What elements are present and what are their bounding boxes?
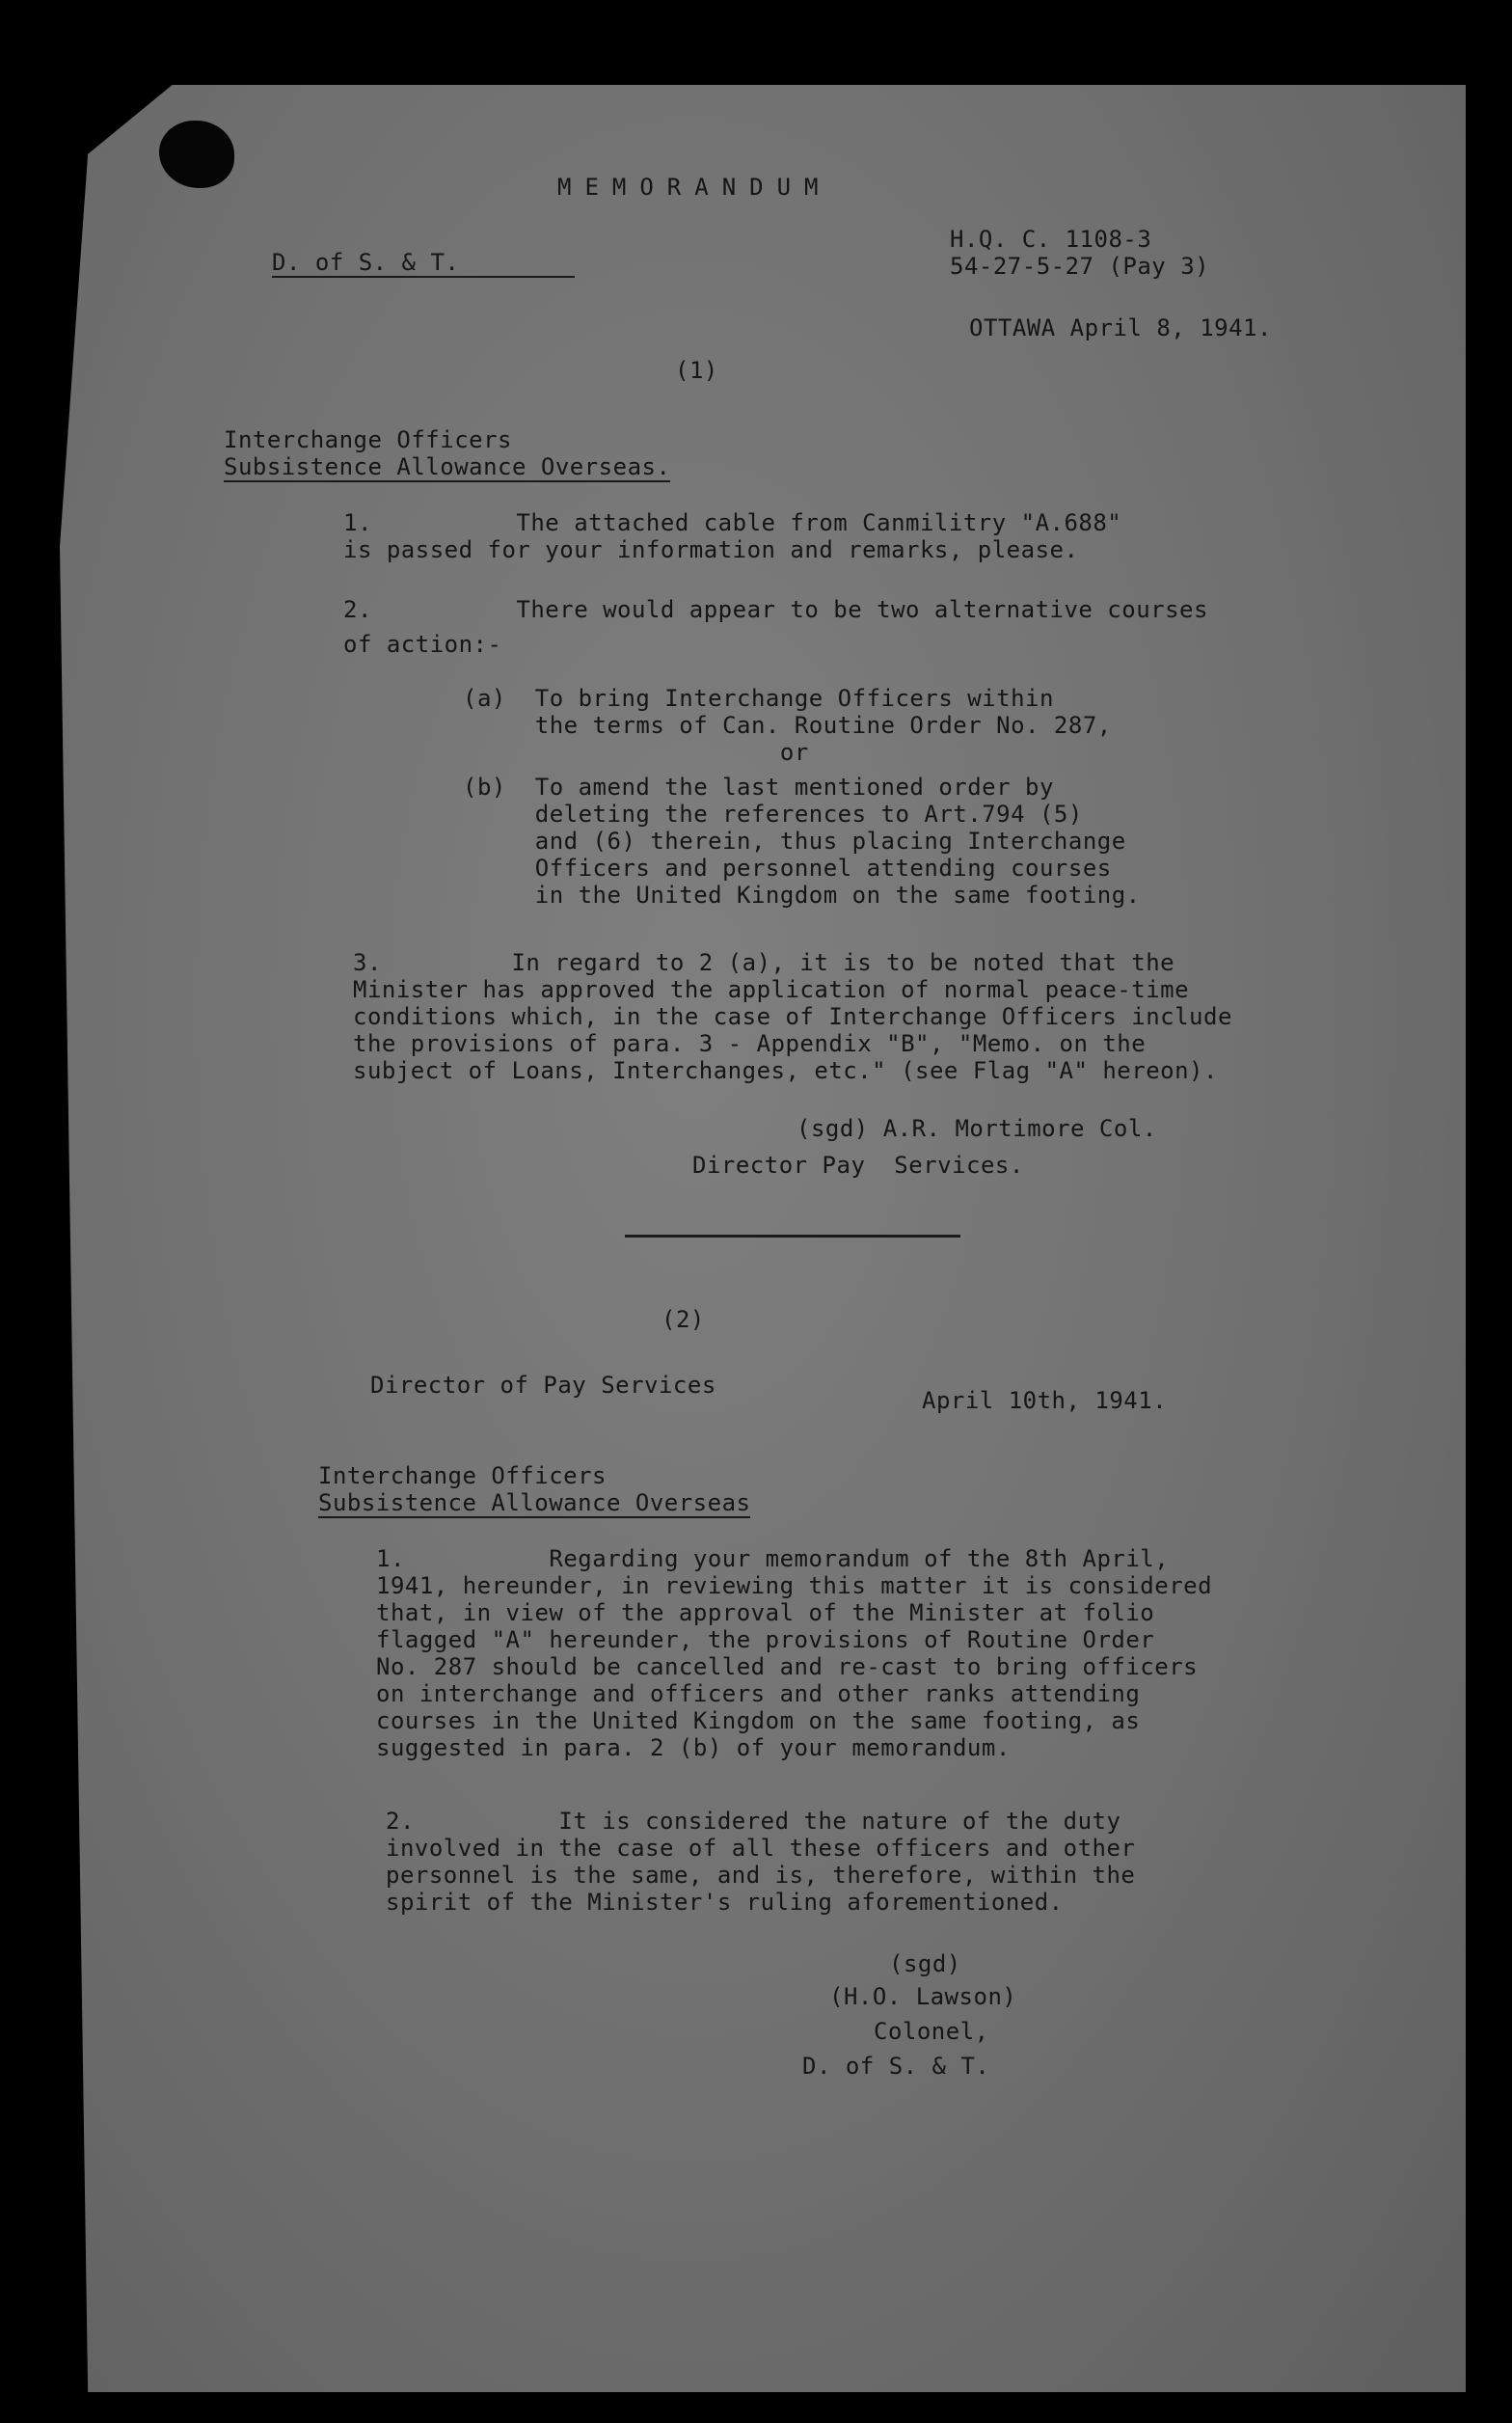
document-title: MEMORANDUM [557, 174, 832, 201]
place-date: OTTAWA April 8, 1941. [969, 314, 1272, 341]
paragraph-line: (a) To bring Interchange Officers within [463, 685, 1054, 712]
paragraph-line: spirit of the Minister's ruling aforementioned. [386, 1889, 1064, 1916]
paragraph-line: 1. Regarding your memorandum of the 8th April, [376, 1545, 1170, 1572]
paragraph-line: on interchange and officers and other ranks attending [376, 1680, 1141, 1707]
paragraph-line: or [463, 739, 809, 766]
signature-title: Director Pay Services. [692, 1152, 1024, 1179]
paragraph-line: in the United Kingdom on the same footing. [463, 882, 1141, 909]
paragraph-line: No. 287 should be cancelled and re-cast to bring officers [376, 1653, 1199, 1680]
paragraph-line: 2. There would appear to be two alternative courses [343, 596, 1208, 623]
memo-number: (2) [662, 1306, 705, 1333]
signature-rank: Colonel, [874, 2018, 989, 2045]
subject-line: Interchange Officers [224, 426, 512, 453]
paragraph-line: 1941, hereunder, in reviewing this matter it is considered [376, 1572, 1213, 1599]
paragraph-line: 3. In regard to 2 (a), it is to be noted that the [353, 949, 1175, 976]
paragraph-line: conditions which, in the case of Interchange Officers include [353, 1003, 1232, 1030]
paragraph-line: the provisions of para. 3 - Appendix "B", "Memo. on the [353, 1030, 1147, 1057]
paragraph-line: involved in the case of all these officers and other [386, 1835, 1136, 1862]
paragraph-line: subject of Loans, Interchanges, etc." (see Flag "A" hereon). [353, 1057, 1218, 1084]
paragraph-line: flagged "A" hereunder, the provisions of Routine Order [376, 1626, 1155, 1653]
paragraph-line: personnel is the same, and is, therefore, within the [386, 1862, 1136, 1889]
paragraph-line: Officers and personnel attending courses [463, 855, 1112, 882]
paragraph-line: the terms of Can. Routine Order No. 287, [463, 712, 1112, 739]
paragraph-line: that, in view of the approval of the Minister at folio [376, 1599, 1155, 1626]
section-divider [625, 1235, 960, 1238]
paragraph-line: Minister has approved the application of normal peace-time [353, 976, 1190, 1003]
memo-number: (1) [675, 357, 718, 384]
paragraph-line: of action:- [343, 631, 502, 658]
paragraph-line: and (6) therein, thus placing Interchange [463, 828, 1126, 855]
paragraph-line: (b) To amend the last mentioned order by [463, 774, 1054, 801]
subject-line: Subsistence Allowance Overseas. [224, 453, 671, 480]
subject-line: Subsistence Allowance Overseas [318, 1489, 751, 1516]
memo-date: April 10th, 1941. [922, 1387, 1168, 1414]
addressee: Director of Pay Services [370, 1372, 716, 1399]
paragraph-line: deleting the references to Art.794 (5) [463, 801, 1083, 828]
file-reference-2: 54-27-5-27 (Pay 3) [950, 253, 1210, 280]
paragraph-line: courses in the United Kingdom on the same footing, as [376, 1707, 1141, 1734]
paragraph-line: 1. The attached cable from Canmilitry "A.688" [343, 509, 1122, 536]
paragraph-line: is passed for your information and remarks, please. [343, 536, 1079, 563]
paragraph-line: suggested in para. 2 (b) of your memorandum. [376, 1734, 1011, 1761]
paragraph-line: 2. It is considered the nature of the duty [386, 1808, 1121, 1835]
signature-line: (sgd) [889, 1950, 961, 1977]
addressee: D. of S. & T. [272, 251, 575, 278]
file-reference-1: H.Q. C. 1108-3 [950, 226, 1152, 253]
subject-line: Interchange Officers [318, 1462, 607, 1489]
signature-line: (sgd) A.R. Mortimore Col. [796, 1115, 1157, 1142]
signature-name: (H.O. Lawson) [829, 1983, 1017, 2010]
signature-title: D. of S. & T. [802, 2053, 990, 2080]
